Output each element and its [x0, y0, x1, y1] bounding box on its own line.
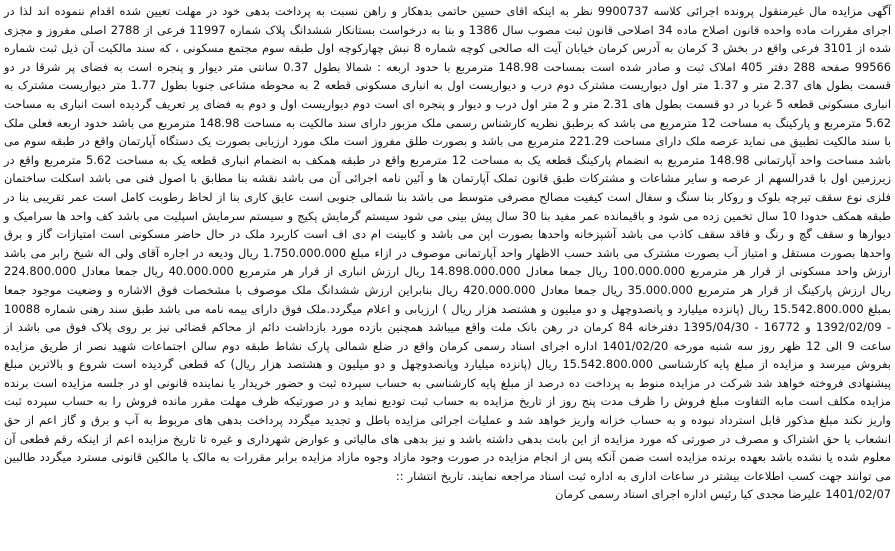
- notice-date-signature: 1401/02/07 علیرضا مجدی کیا رئیس اداره اجرای اسناد رسمی کرمان: [555, 487, 891, 502]
- notice-body-text: آگهی مزایده مال غیرمنقول پرونده اجرائی کلاسه 9900737 نظر به اینکه اقای حسین حاتمی بدهکار و راهن نسبت به پرداخت بدهی خود در مهلت تعیین شده اقدام ننموده اند لذا در اجرای مقررات ماده واحده قانون اصلاح ماده 34 اصلاحی قانون ثبت مصوب سال 1386 و بنا به درخواست بستانکار ششدانگ پلاک شماره 11997 فرعی از 2788 اصلی مفروز و مجزی شده از 3101 فرعی واقع در بخش 3 کرمان به آدرس کرمان خیابان آیت اله صالحی کوچه شماره 8 نبش چهارکوچه اول طبقه سوم مجتمع مسکونی ، که سند مالکیت آن ذیل ثبت شماره 99566 صفحه 288 دفتر 405 املاک ثبت و صادر شده است بمساحت 148.98 مترمربع با حدود اربعه : شمالا بطول 0.37 سانتی متر دیوار و پنجره است به فضای پر شرقا در دو قسمت بطول های 2.37 متر و 1.37 متر اول دیواریست مشترک دوم درب و دیواریست اول به انباری مسکونی قطعه 2 به محوطه مشاعی جنوبا بطول 1.77 متر دیواریست مشترک به انباری مسکونی قطعه 5 غربا در دو قسمت بطول های 2.31 متر و 2 متر اول درب و دیوار و پنجره ای است دوم دیواریست اول و دوم به فضای پر تعریف گردیده است انباری به مساحت 5.62 مترمربع و پارکینگ به مساحت 12 مترمربع می باشد که برطبق نظریه کارشناس رسمی ملک مزبور دارای سند مالکیت به مساحت 148.98 مترمربع می باشد حدود اربعه فعلی ملک با سند مالکیت تطبیق می نماید عرصه ملک دارای مساحت 221.29 مترمربع می باشد و بصورت طلق مفروز است ملک مورد ارزیابی بصورت یک دستگاه آپارتمان واقع در طبقه سوم می باشد مساحت واحد آپارتمانی 148.98 مترمربع به انضمام پارکینگ قطعه یک به مساحت 12 مترمربع واقع در طبقه همکف به انضمام انباری قطعه یک به مساحت 5.62 مترمربع واقع در زیرزمین اول با قدرالسهم از عرصه و سایر مشاعات و مشترکات طبق قانون تملک آپارتمان ها و آئین نامه اجرائی آن می باشد نقشه بنا مطابق با اصول فنی می باشد اسکلت ساختمان فلزی نوع سقف تیرچه بلوک و روکار بنا سنگ و سفال است کیفیت مصالح مصرفی متوسط می باشد بنا شمالی جنوبی است عایق کاری بنا از لحاظ رطوبت کامل است عمر تقریبی بنا در طبقه همکف حدودا 10 سال تخمین زده می شود و باقیمانده عمر مفید بنا 30 سال پیش بینی می شود سیستم گرمایش پکیج و سیستم سرمایش اسپلیت می باشد کف واحد ها سرامیک و دیوارها و سقف گچ و رنگ و فاقد سقف کاذب می باشد آشپزخانه واحدها بصورت اپن می باشد و کابینت ام دی اف است کاربرد ملک در حال حاضر مسکونی است امتیازات گاز و برق واحدها بصورت مستقل و امتیاز آب بصورت مشترک می باشد حسب الاظهار واحد آپارتمانی موصوف در ازاء مبلغ 1.750.000.000 ریال ودیعه در اجاره آقای ولی اله شیخ رابر می باشد ارزش واحد مسکونی از قرار هر مترمربع 100.000.000 ریال جمعا معادل 14.898.000.000 ریال ارزش انباری از قرار هر مترمربع 40.000.000 ریال جمعا معادل 224.800.000 ریال ارزش پارکینگ از قرار هر مترمربع 35.000.000 ریال جمعا معادل 420.000.000 ریال بنابراین ارزش ششدانگ ملک موصوف با مشخصات فوق الاشاره و وضعیت موجود جمعا بمبلغ 15.542.800.000 ریال (پانزده میلیارد و پانصدوچهل و دو میلیون و هشتصد هزار ریال ) ارزیابی و اعلام میگردد.ملک فوق دارای بیمه نامه می باشد طبق سند رهنی شماره 10088 - 1392/02/09 و 16772 - 1395/04/30 دفترخانه 84 کرمان در رهن بانک ملت واقع میباشد همچنین بازده مورد بازداشت دائم از محاکم قضائی نیز بر روی پلاک فوق می باشد از ساعت 9 الی 12 ظهر روز سه شنبه مورخه 1401/02/20 اداره اجرای اسناد رسمی کرمان واقع در ضلع شمالی پارک نشاط طبقه دوم سالن اجتماعات شهید نصر از طریق مزایده بفروش میرسد و مزایده از مبلغ پایه کارشناسی 15.542.800.000 ریال (پانزده میلیارد وپانصدوچهل و دو میلیون و هشتصد هزار ریال) که قطعی گردیده است شروع و بالاترین مبلغ پیشنهادی فروخته خواهد شد شرکت در مزایده منوط به پرداخت ده درصد از مبلغ پایه کارشناسی به حساب سپرده ثبت و حضور خریدار یا نماینده قانونی او در جلسه مزایده است برنده مزایده مکلف است مابه التفاوت مبلغ فروش را ظرف مدت پنج روز از تاریخ مزایده به حساب ثبت تودیع نماید و در صورتیکه ظرف مهلت مقرر مانده فروش را به حساب سپرده ثبت واریز نکند مبلغ مذکور قابل استرداد نبوده و به حساب خزانه واریز خواهد شد و عملیات اجرائی مزایده باطل و تجدید میگردد پرداخت بدهی های مربوط به آب و برق و گاز اعم از حق انشعاب یا حق اشتراک و مصرف در صورتی که مورد مزایده از این بابت بدهی داشته باشد و نیز بدهی های مالیاتی و عوارض شهرداری و غیره تا تاریخ مزایده اعم از اینکه رقم قطعی آن معلوم شده یا نشده باشد بعهده برنده مزایده است ضمن آنکه پس از انجام مزایده در صورت وجود مازاد وجوه مازاد مزایده برابر مقررات به مالک یا مالکین قانونی مسترد میگردد طالبین می توانند جهت کسب اطلاعات بیشتر در ساعات اداری به اداره ثبت اسناد مراجعه نمایند. تاریخ انتشار ::: [4, 4, 892, 483]
